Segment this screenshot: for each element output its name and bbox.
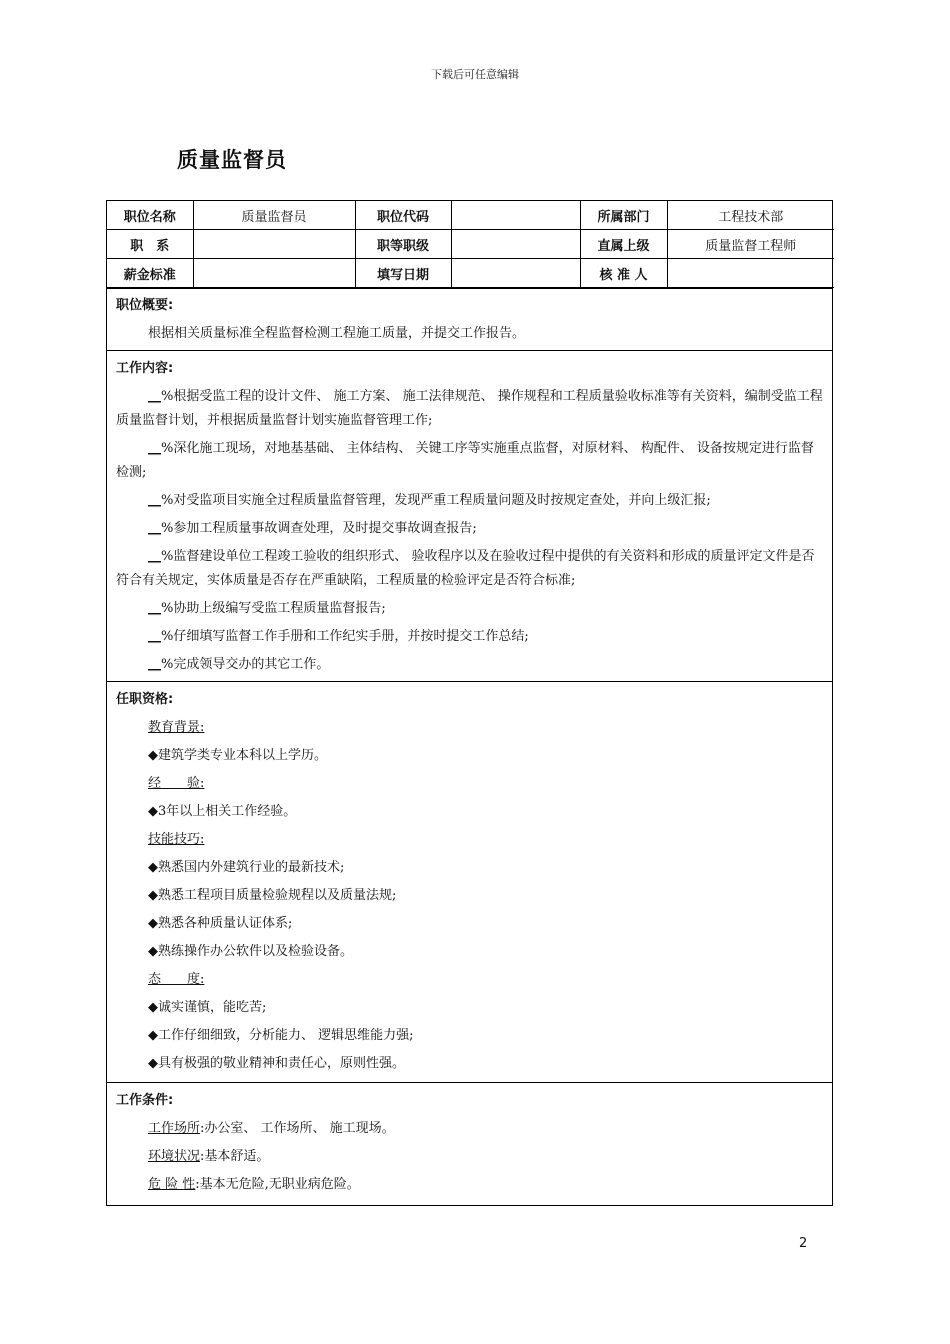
- job-description-form: [106, 200, 833, 1206]
- fill-date-value: [451, 259, 580, 288]
- department-label: 所属部门: [580, 201, 667, 230]
- salary-value: [193, 259, 355, 288]
- duty-item: __%深化施工现场，对地基基础、 主体结构、 关键工序等实施重点监督，对原材料、 构配件、 设备按规定进行监督检测;: [116, 441, 814, 480]
- duty-item: __%根据受监工程的设计文件、 施工方案、 施工法律规范、 操作规程和工程质量验收标准等有关资料，编制受监工程质量监督计划，并根据质量监督计划实施监督管理工作;: [116, 389, 823, 428]
- skills-item: ◆熟练操作办公软件以及检验设备。: [148, 944, 353, 959]
- duty-blank: __: [148, 549, 161, 564]
- qualifications-section: [107, 681, 832, 1082]
- experience-item: ◆3年以上相关工作经验。: [148, 804, 297, 819]
- position-name-label: 职位名称: [107, 201, 193, 230]
- conditions-heading: 工作条件:: [116, 1093, 174, 1108]
- attitude-label: 态 度:: [148, 972, 205, 987]
- duty-blank: __: [148, 657, 161, 672]
- info-row: [107, 259, 834, 288]
- duty-blank: __: [148, 629, 161, 644]
- duty-item: __%协助上级编写受监工程质量监督报告;: [148, 601, 386, 616]
- position-code-label: 职位代码: [355, 201, 451, 230]
- supervisor-value: 质量监督工程师: [667, 230, 834, 259]
- skills-item: ◆熟悉工程项目质量检验规程以及质量法规;: [148, 888, 397, 903]
- job-grade-value: [451, 230, 580, 259]
- duty-item: __%仔细填写监督工作手册和工作纪实手册，并按时提交工作总结;: [148, 629, 529, 644]
- work-place: 工作场所:办公室、 工作场所、 施工现场。: [148, 1121, 395, 1136]
- experience-label: 经 验:: [148, 776, 205, 791]
- approver-value: [667, 259, 834, 288]
- attitude-item: ◆诚实谨慎，能吃苦;: [148, 1000, 267, 1015]
- job-grade-label: 职等职级: [355, 230, 451, 259]
- job-family-label: 职 系: [107, 230, 193, 259]
- duty-item: __%完成领导交办的其它工作。: [148, 657, 330, 672]
- page-number: 2: [799, 1236, 808, 1251]
- attitude-item: ◆工作仔细细致，分析能力、 逻辑思维能力强;: [148, 1028, 414, 1043]
- skills-item: ◆熟悉各种质量认证体系;: [148, 916, 293, 931]
- position-code-value: [451, 201, 580, 230]
- salary-label: 薪金标准: [107, 259, 193, 288]
- basic-info-table: [107, 201, 834, 288]
- position-name-value: 质量监督员: [193, 201, 355, 230]
- duty-item: __%参加工程质量事故调查处理，及时提交事故调查报告;: [148, 521, 477, 536]
- overview-section: [107, 288, 832, 350]
- overview-text: 根据相关质量标准全程监督检测工程施工质量，并提交工作报告。: [148, 326, 526, 341]
- duty-blank: __: [148, 493, 161, 508]
- info-row: [107, 230, 834, 259]
- duty-blank: __: [148, 601, 161, 616]
- skills-item: ◆熟悉国内外建筑行业的最新技术;: [148, 860, 345, 875]
- education-label: 教育背景:: [148, 720, 205, 735]
- risk: 危 险 性:基本无危险,无职业病危险。: [148, 1177, 360, 1192]
- duty-item: __%监督建设单位工程竣工验收的组织形式、 验收程序以及在验收过程中提供的有关资料和形成的质量评定文件是否符合有关规定，实体质量是否存在严重缺陷，工程质量的检验评定是否符合标准;: [116, 549, 815, 588]
- approver-label: 核 准 人: [580, 259, 667, 288]
- skills-label: 技能技巧:: [148, 832, 205, 847]
- conditions-section: [107, 1082, 832, 1205]
- fill-date-label: 填写日期: [355, 259, 451, 288]
- qualifications-heading: 任职资格:: [116, 692, 174, 707]
- duty-blank: __: [148, 521, 161, 536]
- duty-blank: __: [148, 441, 161, 456]
- page-title: 质量监督员: [177, 148, 287, 172]
- overview-heading: 职位概要:: [116, 298, 174, 313]
- department-value: 工程技术部: [667, 201, 834, 230]
- supervisor-label: 直属上级: [580, 230, 667, 259]
- environment: 环境状况:基本舒适。: [148, 1149, 270, 1164]
- job-family-value: [193, 230, 355, 259]
- duties-heading: 工作内容:: [116, 361, 174, 376]
- duties-section: [107, 350, 832, 681]
- duty-item: __%对受监项目实施全过程质量监督管理，发现严重工程质量问题及时按规定查处，并向上级汇报;: [148, 493, 711, 508]
- info-row: [107, 201, 834, 230]
- page-header: 下载后可任意编辑: [431, 68, 519, 81]
- education-item: ◆建筑学类专业本科以上学历。: [148, 748, 327, 763]
- duty-blank: __: [148, 389, 161, 404]
- attitude-item: ◆具有极强的敬业精神和责任心，原则性强。: [148, 1056, 405, 1071]
